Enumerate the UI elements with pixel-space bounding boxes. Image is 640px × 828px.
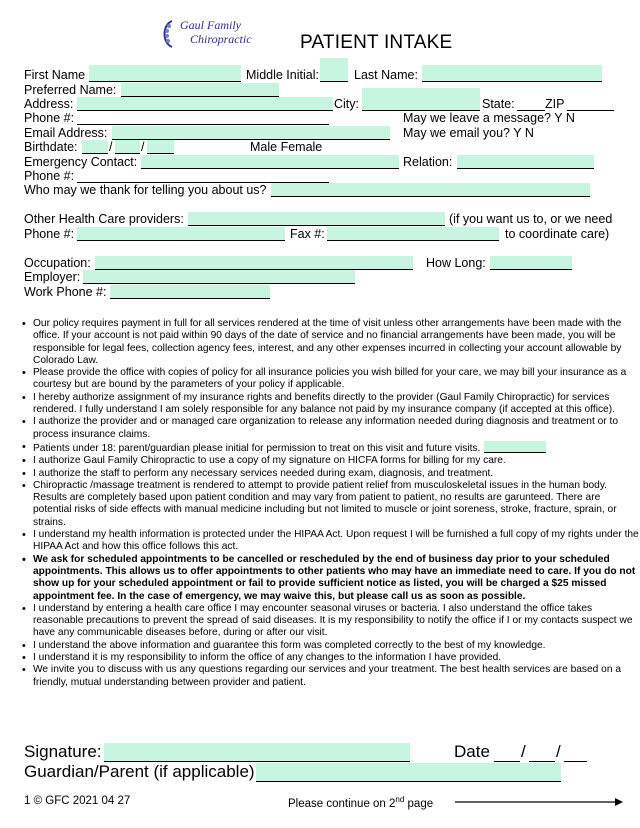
birthdate-separator: / [109,140,113,154]
spine-icon [158,19,178,49]
policy-item: • I hereby authorize assignment of my insurance rights and benefits directly to the provider (Gaul Family Chiropractic) for services rendered. I fully understand I am solely responsible for any balance not paid by my insurance company (if accepted at this office). [33,392,639,417]
if-you-want-note: (if you want us to, or we need [449,212,613,226]
employer-label: Employer: [24,270,81,284]
birth-year-field[interactable] [147,140,174,154]
policy-list [22,318,639,689]
logo [158,18,268,50]
policy-item: • I authorize the staff to perform any necessary services needed during exam, diagnosis, and treatment. [33,468,639,480]
work-phone-field[interactable] [110,285,270,299]
policy-item: • I understand the above information and guarantee this form was completed correctly to the best of my knowledge. [33,640,639,652]
logo-line-2: Chiropractic [190,32,252,46]
policy-item: • I understand it is my responsibility to inform the office of any changes to the information I have provided. [33,652,639,664]
coordinate-care-note: to coordinate care) [505,227,610,241]
employer-field[interactable] [83,270,355,284]
zip-field[interactable] [567,97,614,111]
guardian-label: Guardian/Parent (if applicable) [24,762,255,781]
signature-label: Signature: [24,742,102,761]
preferred-name-label: Preferred Name: [24,83,117,97]
date-day-field[interactable] [529,743,555,762]
form-version: 1 © GFC 2021 04 27 [24,795,131,807]
guardian-initial-field[interactable] [484,441,546,453]
fax-label: Fax #: [290,227,325,241]
address-field[interactable] [77,97,333,111]
provider-phone-label: Phone #: [24,227,75,241]
how-long-field[interactable] [490,256,572,270]
referral-field[interactable] [271,183,590,197]
how-long-label: How Long: [426,256,486,270]
policy-item: • I authorize Gaul Family Chiropractic to use a copy of my signature on HICFA forms for billing for my care. [33,455,639,467]
email-field[interactable] [112,126,390,140]
address-label: Address: [24,97,74,111]
policy-item: • I authorize the provider and or managed care organization to release any information needed during diagnosis and treatment or to process insurance claims. [33,416,639,441]
provider-phone-field[interactable] [77,227,285,241]
emergency-phone-label: Phone #: [24,169,75,183]
middle-initial-label: Middle Initial: [246,68,319,82]
emergency-phone-field[interactable] [77,169,329,183]
other-providers-label: Other Health Care providers: [24,212,184,226]
date-separator: / [556,742,561,761]
policy-item: • I understand my health information is protected under the HIPAA Act. Upon request I will be furnished a full copy of my rights under the HIPAA Act and how this office follows this act. [33,529,639,554]
policy-item: • I understand by entering a health care office I may encounter seasonal viruses or bacteria. I also understand the office takes reasonable precautions to prevent the spread of said diseases. It is my responsibility to notify the office if I or my contacts suspect we have any communicable diseases before, during or after our visit. [33,603,639,640]
policy-item: • Chiropractic /massage treatment is rendered to attempt to provide patient relief from musculoskeletal issues in the human body. Results are completely based upon patient condition and may vary from patient to patient, no results are garunteed. There are potential risks of side effects with manual medicine including but not limited to muscle or joint soreness, stroke, fracture, sprain, or strains. [33,480,639,529]
date-year-field[interactable] [564,743,587,762]
policy-item: • We invite you to discuss with us any questions regarding our services and your treatment. The best health services are based on a friendly, mutual understanding between provider and patient. [33,664,639,689]
state-field[interactable] [517,97,545,111]
last-name-field[interactable] [422,65,602,82]
relation-field[interactable] [457,155,594,169]
date-label: Date [454,742,490,761]
date-separator: / [521,742,526,761]
minor-consent-text: Patients under 18: parent/guardian please initial for permission to treat on this visit and future visits. [33,442,481,454]
email-permission-question: May we email you? Y N [403,126,534,140]
arrow-right-icon [455,796,625,808]
birthdate-separator: / [141,140,145,154]
work-phone-label: Work Phone #: [24,285,107,299]
phone-label: Phone #: [24,111,75,125]
date-month-field[interactable] [494,743,520,762]
phone-field[interactable] [77,111,329,125]
page-title: PATIENT INTAKE [300,32,453,53]
policy-item [33,441,639,455]
emergency-contact-field[interactable] [141,155,399,169]
first-name-label: First Name [24,68,86,82]
last-name-label: Last Name: [354,68,418,82]
referral-label: Who may we thank for telling you about us? [24,183,267,197]
policy-item: • Please provide the office with copies of policy for all insurance policies you wish billed for your care, we may bill your insurance as a courtesy but are bound by the parameters of your policy if applicable. [33,367,639,392]
birthdate-label: Birthdate: [24,140,78,154]
zip-label: ZIP [545,97,565,111]
city-field[interactable] [362,88,480,111]
middle-initial-field[interactable] [320,58,348,82]
email-label: Email Address: [24,126,108,140]
emergency-contact-label: Emergency Contact: [24,155,138,169]
fax-field[interactable] [327,227,499,241]
policy-item: • Our policy requires payment in full for all services rendered at the time of visit unless other arrangements have been made with the office. If your account is not paid within 90 days of the date of service and no financial arrangements have been made, you will be responsible for legal fees, collection agency fees, interest, and any other expenses incurred in collecting your account allowable by Colorado Law. [33,318,639,367]
preferred-name-field[interactable] [121,83,279,97]
state-label: State: [482,97,515,111]
logo-line-1: Gaul Family [180,18,241,32]
signature-field[interactable] [104,743,410,762]
leave-message-question: May we leave a message? Y N [403,111,575,125]
other-providers-field[interactable] [188,212,445,226]
guardian-signature-field[interactable] [256,763,561,782]
continue-note: Please continue on 2nd page [288,795,434,810]
occupation-label: Occupation: [24,256,91,270]
occupation-field[interactable] [95,256,413,270]
cancellation-policy-item: • We ask for scheduled appointments to be cancelled or rescheduled by the end of business day prior to your scheduled appointments. This allows us to offer appointments to other patients who may have an immediate need to care. If you do not show up for your scheduled appointment or fail to provide sufficient notice as listed, you will be charged a $25 missed appointment fee. In the case of emergency, we may waive this, but please call us as soon as possible. [33,554,639,603]
first-name-field[interactable] [89,65,241,82]
birth-day-field[interactable] [115,140,140,154]
city-label: City: [334,97,359,111]
birth-month-field[interactable] [82,140,108,154]
sex-options[interactable]: Male Female [250,140,323,154]
relation-label: Relation: [403,155,453,169]
